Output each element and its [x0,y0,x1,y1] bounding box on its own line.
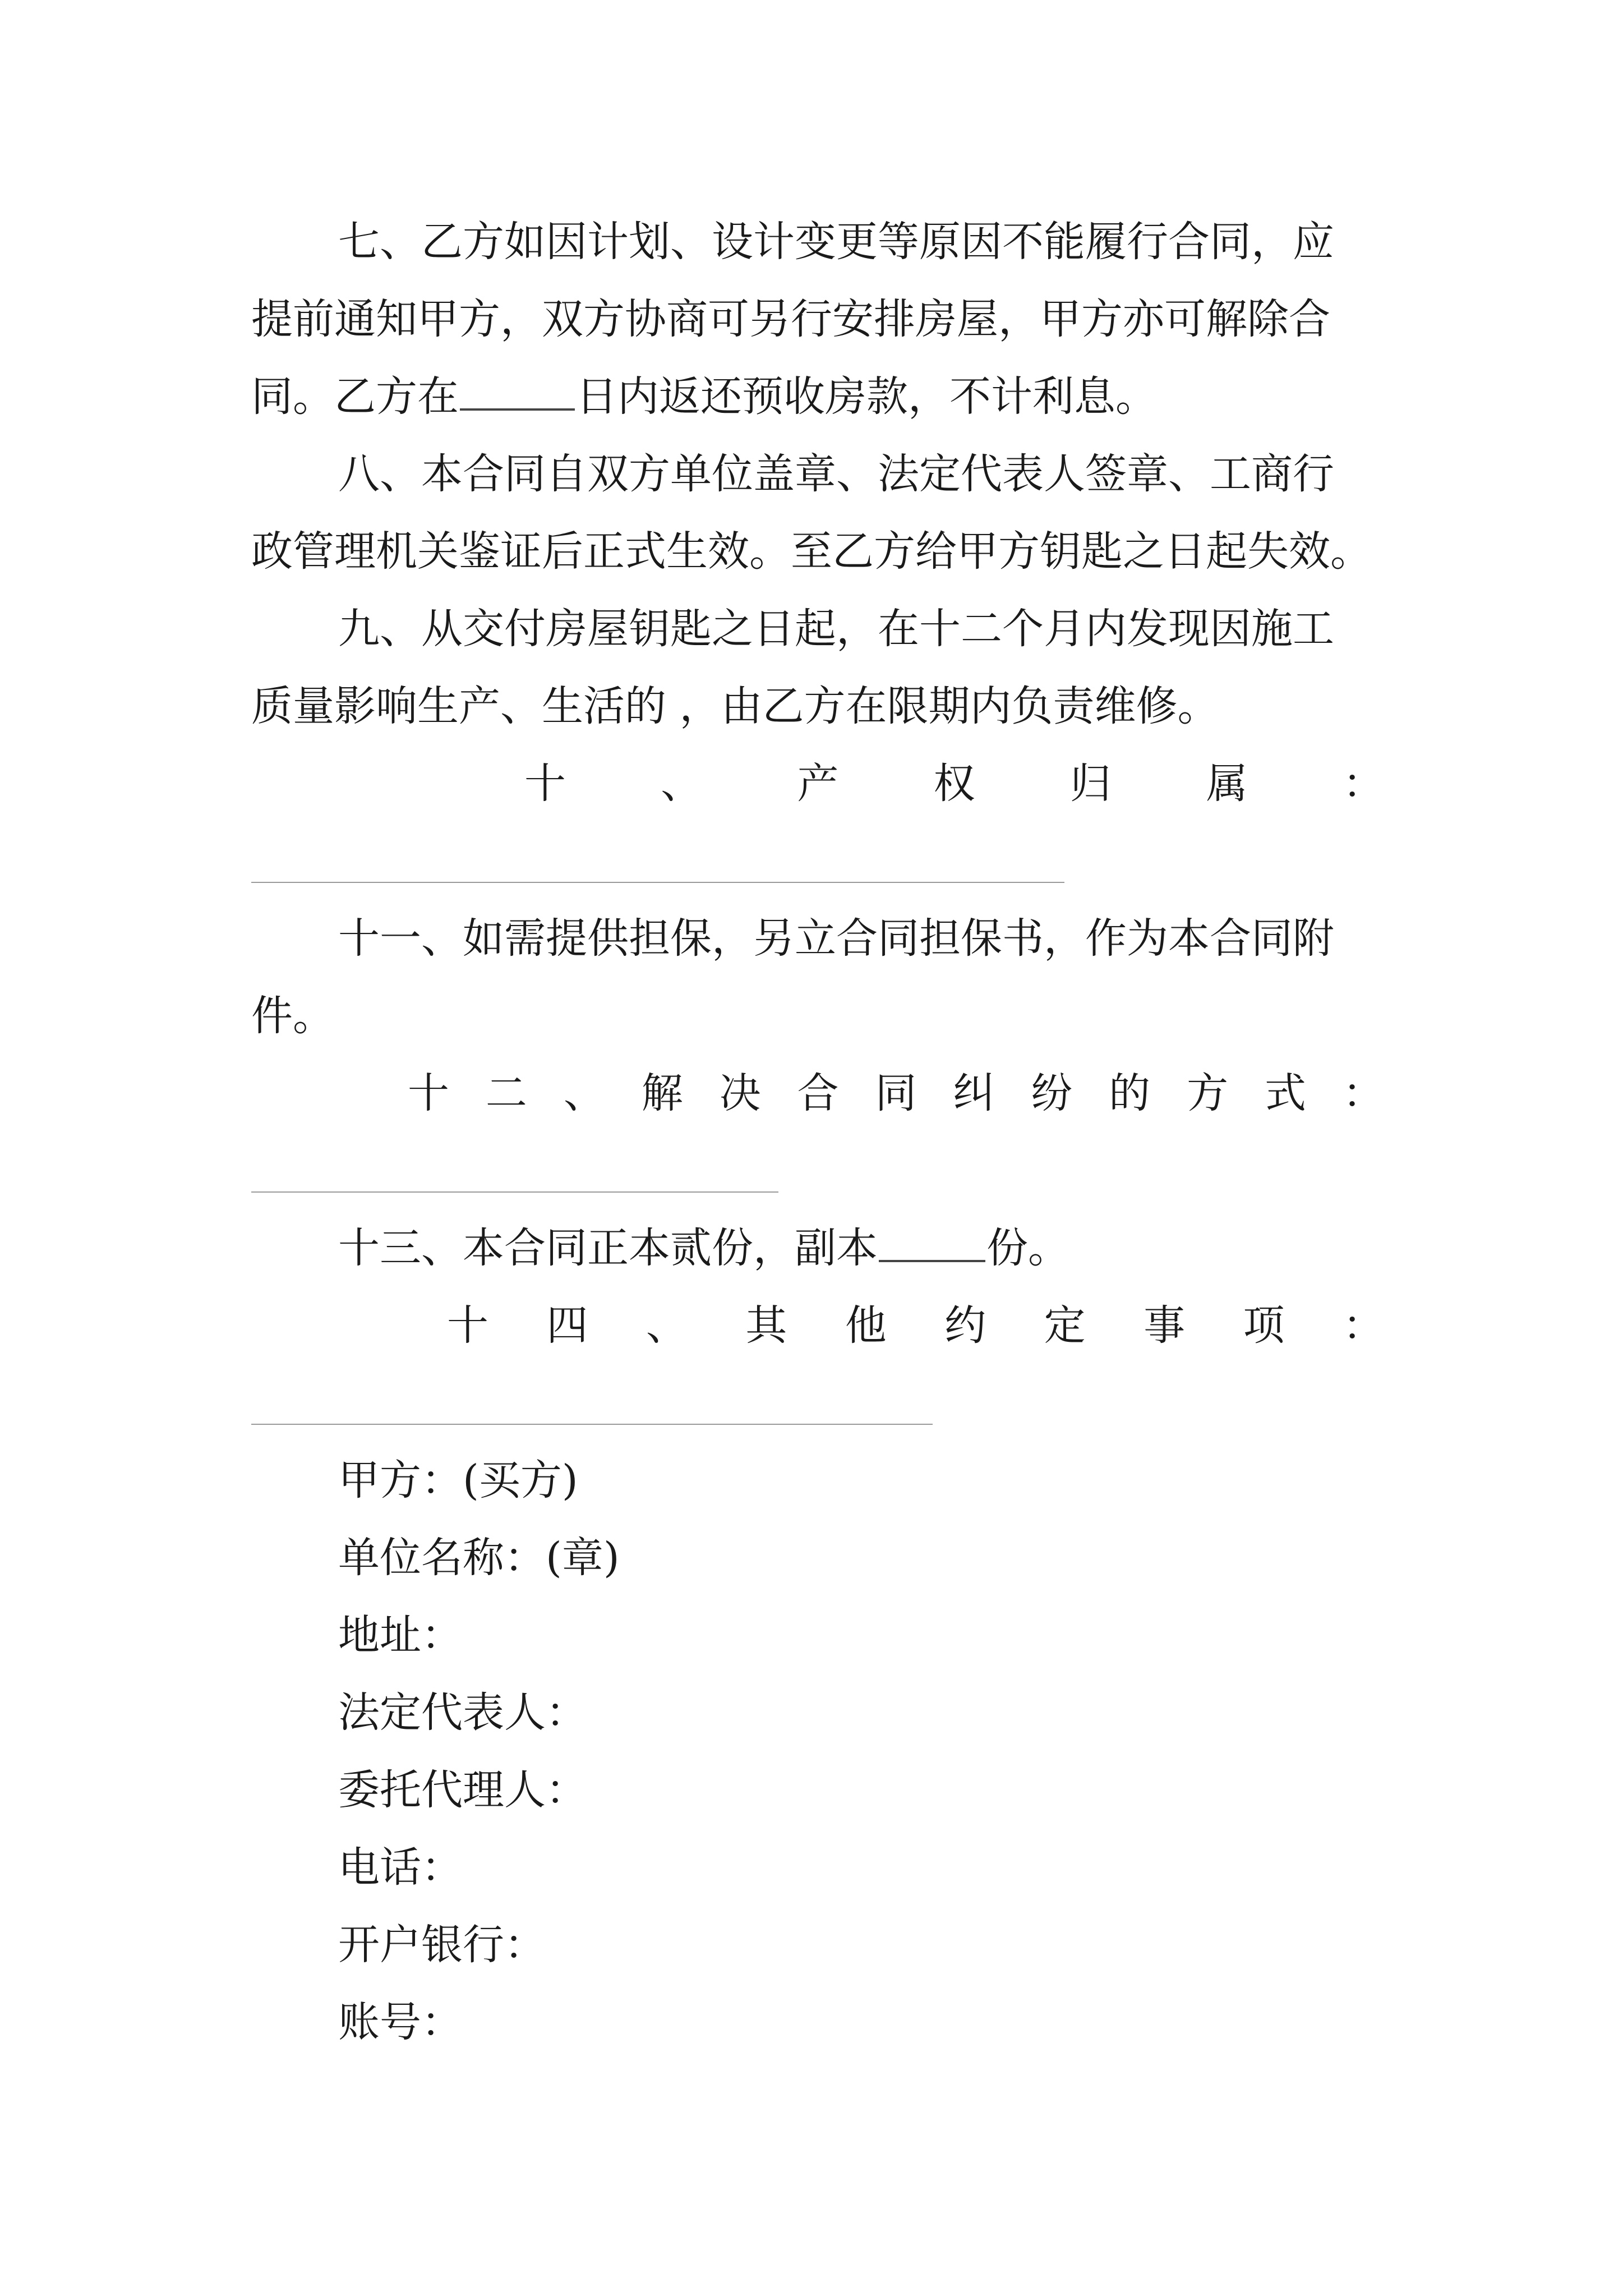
signature-party: 甲方：(买方) [338,1456,578,1504]
clause-7-text-3a: 同。乙方在 [251,372,459,421]
signature-phone: 电话： [338,1843,463,1892]
clause-12-char: 的 [1109,1069,1151,1117]
clause-7-line-2 [251,280,1384,358]
clause-7-line-3 [251,358,1384,435]
clause-14-fill-line [251,1424,933,1425]
clause-7-text-2: 提前通知甲方，双方协商可另行安排房屋，甲方亦可解除合 [251,295,1330,343]
clause-12-char: 合 [797,1069,839,1117]
clause-8-text-1: 八、本合同自双方单位盖章、法定代表人签章、工商行 [338,450,1334,498]
copies-blank [879,1224,985,1262]
clause-14-char: 定 [1044,1301,1086,1350]
clause-12-char: 方 [1187,1069,1229,1117]
clause-12-char: 解 [641,1069,683,1117]
clause-12-char: 、 [563,1069,605,1117]
clause-8-text-2: 政管理机关鉴证后正式生效。至乙方给甲方钥匙之日起失效。 [251,527,1372,576]
clause-10-char: 、 [661,760,703,808]
clause-10-char: ： [1342,760,1384,808]
clause-12-char: ： [1342,1069,1384,1117]
signature-agent: 委托代理人： [338,1766,587,1814]
clause-14-char: ： [1342,1301,1384,1350]
clause-14-heading [447,1287,1384,1364]
clause-9-text-1: 九、从交付房屋钥匙之日起，在十二个月内发现因施工 [338,605,1334,653]
clause-12-char: 十 [408,1069,449,1117]
clause-12-char: 纷 [1031,1069,1073,1117]
clause-14-char: 四 [546,1301,588,1350]
clause-8-line-2 [251,513,1384,590]
signature-bank: 开户银行： [338,1921,546,1969]
clause-14-char: 他 [845,1301,887,1350]
clause-12-heading [408,1055,1384,1132]
clause-14-char: 事 [1144,1301,1186,1350]
clause-10-char: 权 [933,760,975,808]
clause-9-line-1 [338,590,1384,668]
clause-12-fill-line [251,1191,778,1193]
clause-10-char: 十 [524,760,566,808]
clause-11-text-1: 十一、如需提供担保，另立合同担保书，作为本合同附 [338,914,1334,963]
clause-10-char: 属 [1206,760,1248,808]
signature-address: 地址： [338,1611,463,1659]
clause-7-line-1 [338,203,1384,280]
signature-legal-rep: 法定代表人： [338,1688,587,1737]
clause-11-text-2: 件。 [251,992,334,1040]
clause-14-char: 其 [745,1301,787,1350]
clause-12-char: 纠 [953,1069,995,1117]
clause-9-line-2 [251,668,1384,745]
clause-13-text-a: 十三、本合同正本贰份，副本 [338,1224,878,1272]
clause-10-char: 归 [1069,760,1112,808]
clause-14-char: 、 [645,1301,688,1350]
clause-12-char: 同 [875,1069,917,1117]
clause-14-char: 十 [447,1301,488,1350]
clause-12-char: 二 [485,1069,527,1117]
clause-12-char: 式 [1264,1069,1306,1117]
clause-13-text-b: 份。 [986,1224,1069,1272]
clause-11-line-2 [251,977,1384,1055]
clause-13-line [338,1209,1384,1287]
signature-account: 账号： [338,1998,463,2046]
days-blank [460,372,575,411]
clause-10-char: 产 [797,760,839,808]
clause-7-text-1: 七、乙方如因计划、设计变更等原因不能履行合同，应 [338,218,1334,266]
clause-14-char: 项 [1243,1301,1285,1350]
clause-10-fill-line [251,882,1064,883]
clause-9-text-2: 质量影响生产、生活的 ，由乙方在限期内负责维修。 [251,682,1219,730]
clause-8-line-1 [338,435,1384,513]
clause-7-text-3b: 日内返还预收房款，不计利息。 [576,372,1157,421]
clause-12-char: 决 [719,1069,761,1117]
clause-14-char: 约 [944,1301,986,1350]
clause-10-heading [524,745,1384,822]
clause-11-line-1 [338,900,1384,977]
signature-unit-name: 单位名称：(章) [338,1534,620,1582]
